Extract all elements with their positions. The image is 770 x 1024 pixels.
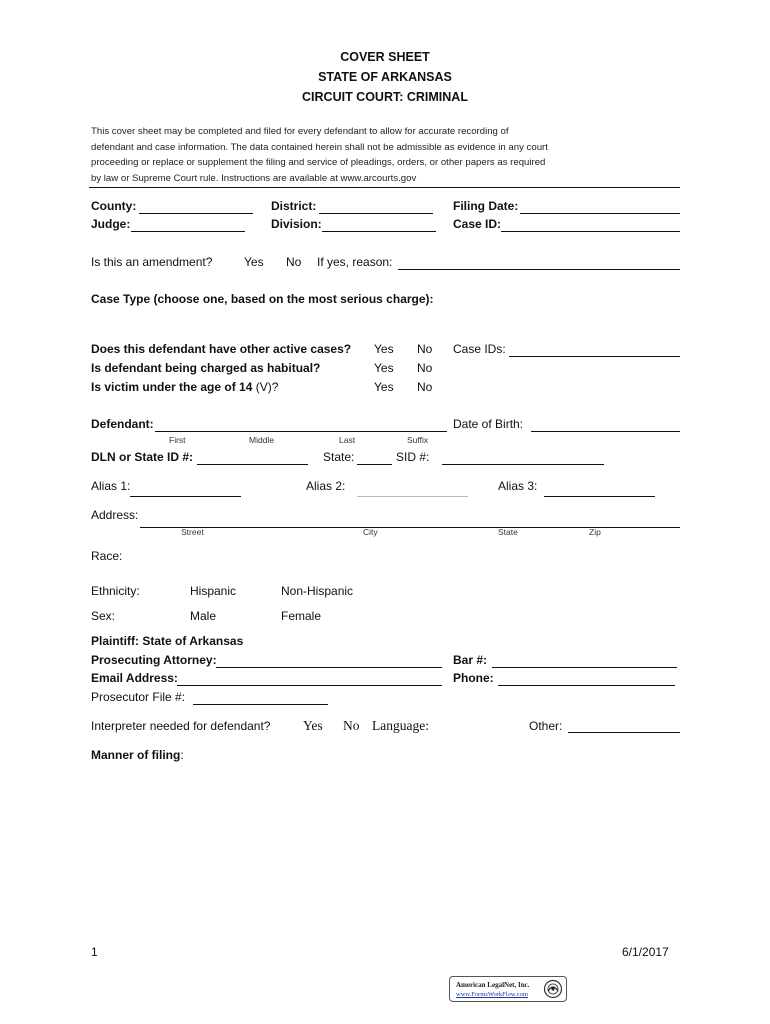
intro-paragraph [91,124,591,186]
amendment-reason-label: If yes, reason: [317,255,393,269]
interpreter-language-label: Language: [372,718,429,733]
prosecutor-file-field[interactable] [193,688,328,705]
dln-field[interactable] [197,448,308,465]
dln-state-label: State: [323,450,355,464]
address-zip-caption: Zip [589,527,601,537]
interpreter-yes-option[interactable]: Yes [303,718,323,733]
intro-line: This cover sheet may be completed and filed for every defendant to allow for accurate recording of [91,126,509,137]
phone-label: Phone: [453,671,494,685]
ethnicity-label: Ethnicity: [91,584,140,598]
victim-age-yes-option[interactable]: Yes [374,380,394,394]
filing-date-label: Filing Date: [453,199,519,213]
victim-age-no-option[interactable]: No [417,380,433,394]
habitual-yes-option[interactable]: Yes [374,361,394,375]
district-field[interactable] [319,197,433,214]
publisher-logo-icon [543,979,563,999]
prosecutor-file-label: Prosecutor File #: [91,690,186,704]
name-middle-caption: Middle [249,435,275,445]
habitual-no-option[interactable]: No [417,361,433,375]
victim-age-code: (V)? [255,380,279,394]
interpreter-other-field[interactable] [568,716,680,733]
ethnicity-hispanic-option[interactable]: Hispanic [190,584,237,598]
case-id-label: Case ID: [453,217,502,231]
other-active-cases-question: Does this defendant have other active cases? [91,342,352,356]
sex-label: Sex: [91,609,116,623]
form-subtitle-court: CIRCUIT COURT: CRIMINAL [302,90,468,104]
amendment-reason-field[interactable] [398,253,680,270]
intro-line: by law or Supreme Court rule. Instructions are available at www.arcourts.gov [91,172,417,184]
address-state-caption: State [498,527,518,537]
habitual-question: Is defendant being charged as habitual? [91,361,321,375]
dln-label: DLN or State ID #: [91,450,194,464]
publisher-url[interactable]: www.FormsWorkFlow.com [456,991,528,998]
division-label: Division: [271,217,322,231]
alias3-field[interactable] [544,480,655,497]
filing-date-field[interactable] [520,197,680,214]
bar-number-field[interactable] [492,651,677,668]
alias2-field[interactable] [357,480,468,497]
alias1-field[interactable] [130,480,241,497]
victim-age-question [91,380,278,394]
name-last-caption: Last [339,435,356,445]
date-of-birth-label: Date of Birth: [453,417,524,431]
interpreter-question: Interpreter needed for defendant? [91,719,271,733]
victim-age-question-text: Is victim under the age of 14 [91,380,253,394]
amendment-no-option[interactable]: No [286,255,302,269]
publisher-name: American LegalNet, Inc. [456,981,530,989]
phone-field[interactable] [498,669,675,686]
other-cases-no-option[interactable]: No [417,342,433,356]
division-field[interactable] [322,215,436,232]
county-field[interactable] [139,197,253,214]
date-of-birth-field[interactable] [531,415,680,432]
judge-field[interactable] [131,215,245,232]
intro-line: defendant and case information. The data contained herein shall not be admissible as evidence in any court [91,141,548,153]
publisher-badge[interactable] [449,976,567,1002]
judge-label: Judge: [91,217,131,231]
race-label: Race: [91,549,123,563]
section-divider [89,187,680,188]
sid-label: SID #: [396,450,430,464]
defendant-name-field[interactable] [155,415,447,432]
district-label: District: [271,199,317,213]
alias3-label: Alias 3: [498,479,538,493]
prosecuting-attorney-field[interactable] [216,651,442,668]
ethnicity-non-hispanic-option[interactable]: Non-Hispanic [281,584,354,598]
plaintiff-label: Plaintiff: State of Arkansas [91,634,244,648]
interpreter-other-label: Other: [529,719,563,733]
email-address-field[interactable] [177,669,442,686]
interpreter-no-option[interactable]: No [343,718,360,733]
page-number: 1 [91,945,98,959]
address-label: Address: [91,508,139,522]
alias2-label: Alias 2: [306,479,346,493]
form-subtitle-state: STATE OF ARKANSAS [318,70,452,84]
address-city-caption: City [363,527,378,537]
case-id-field[interactable] [501,215,680,232]
manner-of-filing-text: Manner of filing [91,748,181,762]
sex-female-option[interactable]: Female [281,609,322,623]
name-suffix-caption: Suffix [407,435,429,445]
county-label: County: [91,199,137,213]
alias1-label: Alias 1: [91,479,131,493]
email-address-label: Email Address: [91,671,178,685]
sex-male-option[interactable]: Male [190,609,217,623]
address-street-caption: Street [181,527,204,537]
name-first-caption: First [169,435,186,445]
bar-number-label-text: Bar #: [453,653,488,667]
manner-of-filing-label [91,748,184,762]
sid-field[interactable] [442,448,604,465]
amendment-yes-option[interactable]: Yes [244,255,264,269]
address-field[interactable] [140,511,680,528]
case-type-label: Case Type (choose one, based on the most serious charge): [91,292,434,306]
defendant-label: Defendant: [91,417,154,431]
form-revision-date: 6/1/2017 [622,945,669,959]
amendment-question: Is this an amendment? [91,255,213,269]
dln-state-field[interactable] [357,448,392,465]
bar-number-label [453,653,487,667]
case-ids-label: Case IDs: [453,342,506,356]
prosecuting-attorney-label: Prosecuting Attorney: [91,653,217,667]
manner-of-filing-colon: : [180,748,184,762]
form-title: COVER SHEET [340,50,430,64]
case-ids-field[interactable] [509,340,680,357]
intro-line: proceeding or replace or supplement the filing and service of pleadings, orders, or other papers as required [91,157,546,169]
other-cases-yes-option[interactable]: Yes [374,342,394,356]
